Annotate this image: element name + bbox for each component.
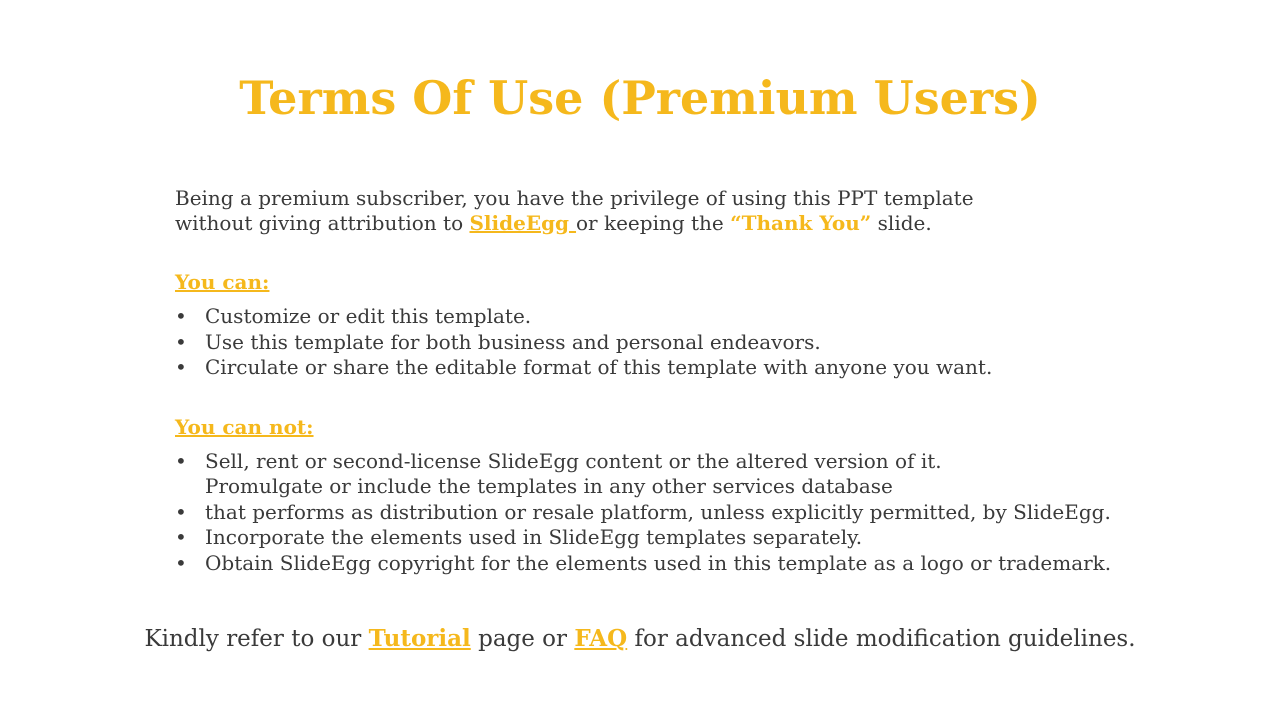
list-item bbox=[175, 500, 1135, 526]
you-can-not-list bbox=[175, 449, 1135, 577]
you-can-heading: You can: bbox=[175, 270, 270, 294]
intro-line-2-middle: or keeping the bbox=[576, 211, 731, 235]
list-item bbox=[175, 304, 1135, 330]
footer-prefix: Kindly refer to our bbox=[144, 626, 369, 652]
intro-line-1: Being a premium subscriber, you have the privilege of using this PPT template bbox=[175, 186, 974, 210]
list-item-text: Sell, rent or second-license SlideEgg content or the altered version of it. bbox=[205, 448, 942, 473]
faq-link[interactable]: FAQ bbox=[574, 625, 628, 652]
you-can-not-heading: You can not: bbox=[175, 414, 314, 439]
intro-line-2-prefix: without giving attribution to bbox=[175, 211, 470, 235]
thank-you-highlight: “Thank You” bbox=[730, 211, 872, 235]
list-item-text: Customize or edit this template. bbox=[205, 304, 532, 328]
list-item bbox=[175, 525, 1135, 551]
bullet-icon: • bbox=[175, 355, 187, 379]
list-item-continuation bbox=[175, 474, 1135, 500]
bullet-icon: • bbox=[175, 304, 187, 328]
footer-suffix: for advanced slide modification guidelines. bbox=[627, 626, 1136, 652]
list-item-text: Obtain SlideEgg copyright for the elements used in this template as a logo or trademark. bbox=[205, 550, 1112, 575]
list-item-text: Incorporate the elements used in SlideEgg templates separately. bbox=[205, 525, 863, 549]
tutorial-link[interactable]: Tutorial bbox=[368, 625, 471, 652]
list-item-text: Promulgate or include the templates in any other services database bbox=[205, 474, 893, 498]
list-item-text: that performs as distribution or resale platform, unless explicitly permitted, by SlideEgg. bbox=[205, 499, 1111, 524]
bullet-icon: • bbox=[175, 499, 187, 524]
page-title: Terms Of Use (Premium Users) bbox=[239, 71, 1041, 125]
list-item bbox=[175, 449, 1135, 475]
list-item bbox=[175, 330, 1135, 356]
list-item bbox=[175, 551, 1135, 577]
bullet-icon: • bbox=[175, 329, 187, 354]
content-body bbox=[175, 186, 1135, 576]
bullet-icon: • bbox=[175, 525, 187, 549]
bullet-icon: • bbox=[175, 448, 187, 473]
intro-paragraph bbox=[175, 186, 1135, 236]
footer-note bbox=[0, 624, 1280, 654]
intro-line-2-suffix: slide. bbox=[871, 211, 932, 235]
list-item-text: Use this template for both business and personal endeavors. bbox=[205, 329, 821, 354]
list-item bbox=[175, 355, 1135, 381]
footer-middle: page or bbox=[470, 626, 575, 652]
slideegg-link[interactable]: SlideEgg bbox=[469, 211, 577, 235]
bullet-icon: • bbox=[175, 550, 187, 575]
list-item-text: Circulate or share the editable format of this template with anyone you want. bbox=[205, 355, 993, 379]
you-can-list bbox=[175, 304, 1135, 381]
